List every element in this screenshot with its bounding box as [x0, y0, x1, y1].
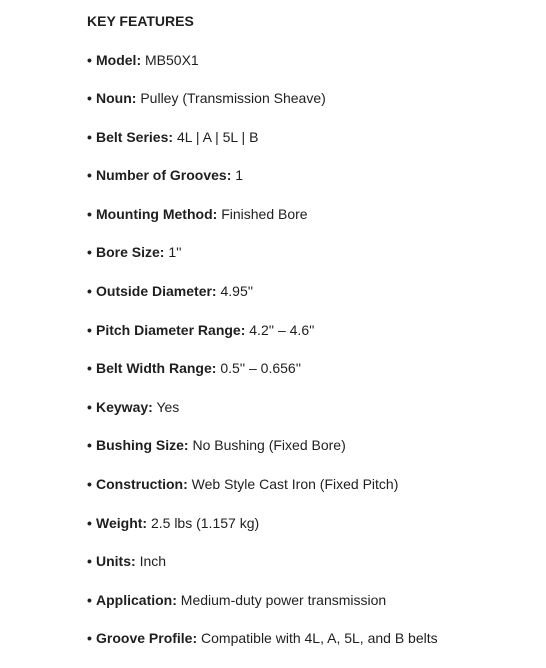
- feature-value: 0.5'' – 0.656'': [220, 360, 302, 377]
- feature-item: [87, 51, 537, 69]
- feature-value: 4.95'': [220, 283, 254, 300]
- bullet-point: •: [87, 591, 92, 608]
- feature-label: Noun:: [96, 90, 137, 107]
- feature-item: [87, 629, 537, 647]
- feature-label: Mounting Method:: [96, 205, 218, 222]
- feature-value: Compatible with 4L, A, 5L, and B belts: [201, 630, 438, 647]
- bullet-point: •: [87, 244, 92, 261]
- feature-label: Pitch Diameter Range:: [96, 321, 246, 338]
- feature-value: Pulley (Transmission Sheave): [140, 90, 326, 107]
- bullet-point: •: [87, 283, 92, 300]
- bullet-point: •: [87, 90, 92, 107]
- feature-item: [87, 436, 537, 454]
- feature-value: 1: [235, 167, 244, 184]
- feature-item: [87, 243, 537, 261]
- feature-label: Keyway:: [96, 398, 153, 415]
- feature-item: [87, 398, 537, 416]
- feature-label: Construction:: [96, 476, 188, 493]
- feature-item: [87, 321, 537, 339]
- feature-item: [87, 166, 537, 184]
- bullet-point: •: [87, 360, 92, 377]
- feature-item: [87, 128, 537, 146]
- feature-label: Belt Series:: [96, 128, 174, 145]
- feature-label: Bushing Size:: [96, 437, 189, 454]
- feature-item: [87, 591, 537, 609]
- bullet-point: •: [87, 167, 92, 184]
- feature-label: Application:: [96, 591, 177, 608]
- feature-label: Groove Profile:: [96, 630, 198, 647]
- bullet-point: •: [87, 51, 92, 68]
- feature-item: [87, 205, 537, 223]
- section-heading: KEY FEATURES: [87, 13, 194, 29]
- bullet-point: •: [87, 321, 92, 338]
- bullet-point: •: [87, 553, 92, 570]
- feature-label: Model:: [96, 51, 142, 68]
- feature-item: [87, 282, 537, 300]
- feature-value: Finished Bore: [221, 205, 308, 222]
- feature-item: [87, 359, 537, 377]
- bullet-point: •: [87, 398, 92, 415]
- bullet-point: •: [87, 128, 92, 145]
- feature-value: Yes: [156, 398, 180, 415]
- bullet-point: •: [87, 476, 92, 493]
- features-list: [87, 51, 537, 648]
- feature-item: [87, 475, 537, 493]
- bullet-point: •: [87, 205, 92, 222]
- feature-label: Number of Grooves:: [96, 167, 232, 184]
- feature-value: 1'': [168, 244, 182, 261]
- feature-value: No Bushing (Fixed Bore): [192, 437, 346, 454]
- feature-item: [87, 89, 537, 107]
- feature-label: Weight:: [96, 514, 148, 531]
- bullet-point: •: [87, 630, 92, 647]
- feature-label: Units:: [96, 553, 136, 570]
- feature-value: 4.2'' – 4.6'': [249, 321, 315, 338]
- feature-value: Web Style Cast Iron (Fixed Pitch): [191, 476, 399, 493]
- feature-label: Bore Size:: [96, 244, 165, 261]
- feature-value: 2.5 lbs (1.157 kg): [150, 514, 260, 531]
- feature-label: Belt Width Range:: [96, 360, 217, 377]
- feature-item: [87, 514, 537, 532]
- feature-value: Medium-duty power transmission: [180, 591, 387, 608]
- key-features-section: [87, 12, 537, 668]
- feature-value: MB50X1: [145, 51, 199, 68]
- feature-item: [87, 552, 537, 570]
- feature-value: 4L | A | 5L | B: [176, 128, 259, 145]
- feature-label: Outside Diameter:: [96, 283, 217, 300]
- bullet-point: •: [87, 514, 92, 531]
- feature-value: Inch: [139, 553, 167, 570]
- bullet-point: •: [87, 437, 92, 454]
